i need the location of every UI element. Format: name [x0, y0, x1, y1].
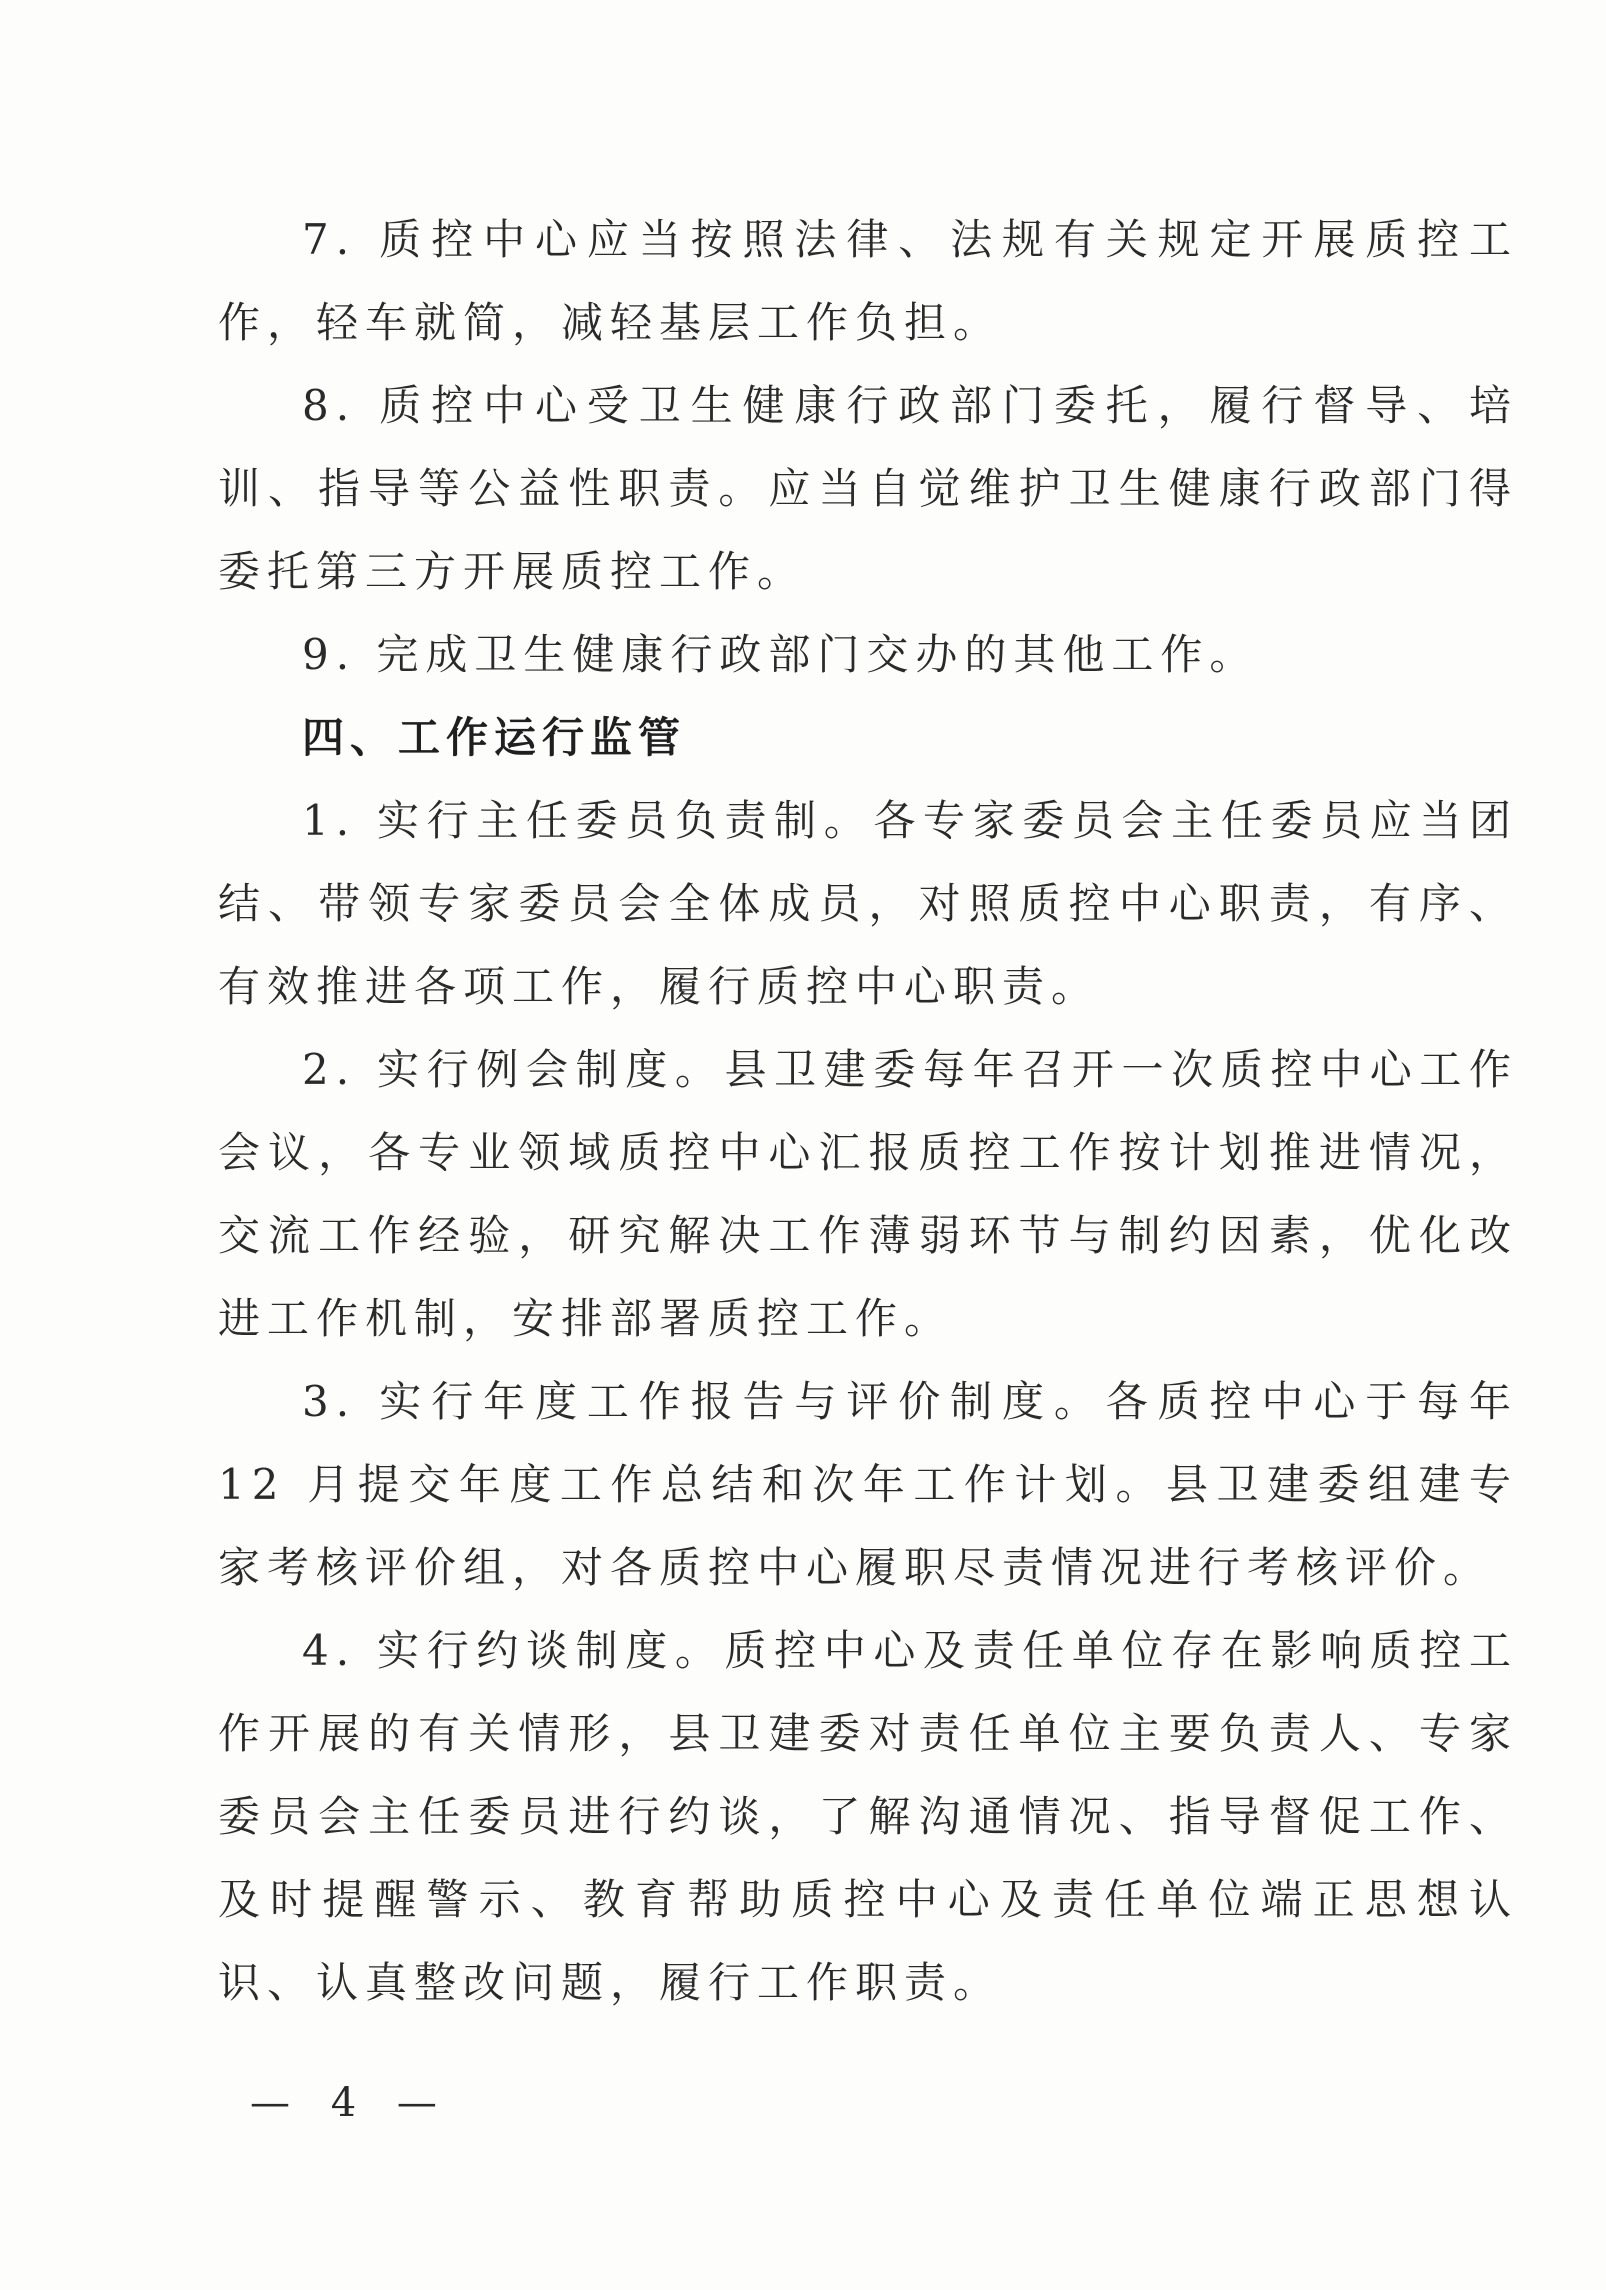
- paragraph-supervision-1: 1. 实行主任委员负责制。各专家委员会主任委员应当团结、带领专家委员会全体成员，对照质控中心职责，有序、有效推进各项工作，履行质控中心职责。: [218, 796, 1518, 1011]
- paragraph-item-8: 8. 质控中心受卫生健康行政部门委托，履行督导、培训、指导等公益性职责。应当自觉维护卫生健康行政部门得委托第三方开展质控工作。: [218, 381, 1518, 596]
- page-number: — 4 —: [250, 2080, 451, 2126]
- paragraph-item-7: 7. 质控中心应当按照法律、法规有关规定开展质控工作，轻车就简，减轻基层工作负担。: [218, 215, 1518, 347]
- section-heading: 四、工作运行监管: [302, 713, 687, 762]
- paragraph-supervision-3: 3. 实行年度工作报告与评价制度。各质控中心于每年 12 月提交年度工作总结和次年工作计划。县卫建委组建专家考核评价组，对各质控中心履职尽责情况进行考核评价。: [218, 1377, 1518, 1592]
- paragraph-item-9: 9. 完成卫生健康行政部门交办的其他工作。: [302, 630, 1259, 679]
- body-text: [218, 198, 1518, 2024]
- paragraph-supervision-2: 2. 实行例会制度。县卫建委每年召开一次质控中心工作会议，各专业领域质控中心汇报质控工作按计划推进情况，交流工作经验，研究解决工作薄弱环节与制约因素，优化改进工作机制，安排部署质控工作。: [218, 1045, 1518, 1343]
- paragraph-supervision-4: 4. 实行约谈制度。质控中心及责任单位存在影响质控工作开展的有关情形，县卫建委对责任单位主要负责人、专家委员会主任委员进行约谈，了解沟通情况、指导督促工作、及时提醒警示、教育帮助质控中心及责任单位端正思想认识、认真整改问题，履行工作职责。: [218, 1626, 1518, 2007]
